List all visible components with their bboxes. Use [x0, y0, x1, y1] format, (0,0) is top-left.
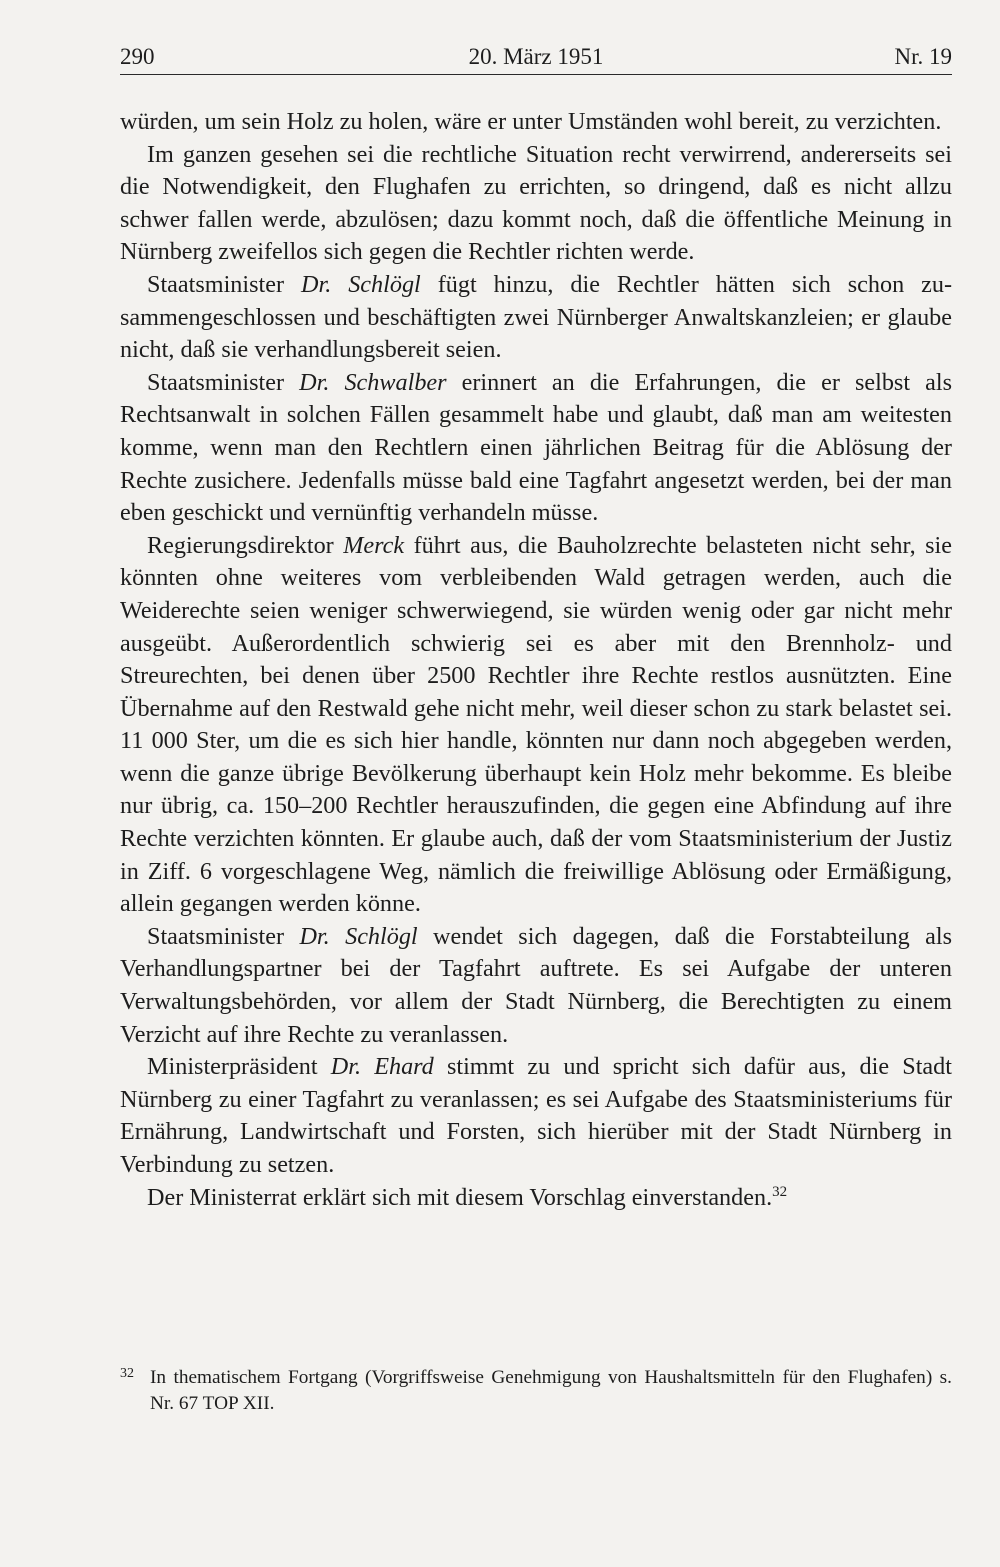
paragraph-text: führt aus, die Bauholzrechte belasteten nicht sehr, sie könnten ohne weiteres vom verbleibenden Wald getragen werden, auch die Weiderechte seien weniger schwerwiegend, sie würden wenig oder gar nicht mehr ausgeübt. Außerordentlich schwierig sei es aber mit den Brennholz- und Streurechten, bei denen über 2500 Rechtler ihre Rechte restlos ausnützten. Eine Übernahme auf den Restwald gehe nicht mehr, weil dieser schon zu stark belastet sei. 11 000 Ster, um die es sich hier handle, könnten nur dann noch abgegeben werden, wenn die ganze übrige Bevölkerung überhaupt kein Holz mehr bekomme. Es bleibe nur übrig, ca. 150–200 Rechtler herauszufinden, die gegen eine Abfindung auf ihre Rechte verzichten könnten. Er glaube auch, daß der vom Staatsministerium der Justiz in Ziff. 6 vorgeschlagene Weg, nämlich die freiwillige Ablösung oder Ermäßigung, allein gegangen werden könne.	[120, 531, 952, 918]
speaker-name: Dr. Schlögl	[301, 270, 421, 298]
speaker-name: Dr. Schlögl	[299, 922, 418, 950]
paragraph-text: stimmt zu und spricht sich dafür aus, die Stadt Nürnberg zu einer Tagfahrt zu veranlassen; es sei Aufgabe des Staatsministeriums für Ernährung, Landwirtschaft und Forsten, sich hierüber mit der Stadt Nürnberg in Verbindung zu setzen.	[120, 1053, 952, 1178]
paragraph	[120, 367, 952, 530]
paragraph	[120, 530, 952, 921]
footnote-number: 32	[120, 1366, 134, 1381]
paragraph-text: Ministerpräsident	[147, 1053, 331, 1081]
paragraph	[120, 269, 952, 367]
paragraph	[120, 1182, 952, 1215]
paragraph-text: wendet sich dagegen, daß die Forstabteilung als Verhandlungspartner bei der Tagfahrt auftrete. Es sei Aufgabe der unteren Verwaltungsbehörden, vor allem der Stadt Nürnberg, die Berechtigten zu einem Verzicht auf ihre Rechte zu veranlassen.	[120, 922, 952, 1048]
paragraph-text: Der Ministerrat erklärt sich mit diesem Vorschlag einverstanden.	[147, 1183, 773, 1211]
paragraph	[120, 1051, 952, 1181]
paragraph-text: Staatsminister	[147, 922, 300, 950]
paragraph-text: Staatsminister	[147, 270, 302, 298]
footnote-reference: 32	[772, 1183, 788, 1200]
paragraph-text: würden, um sein Holz zu holen, wäre er unter Umständen wohl bereit, zu verzichten.	[120, 108, 942, 135]
running-header	[120, 42, 952, 72]
paragraph	[120, 139, 952, 269]
speaker-name: Merck	[343, 531, 405, 559]
paragraph	[120, 106, 952, 139]
header-rule	[120, 74, 952, 75]
speaker-name: Dr. Schwalber	[299, 368, 447, 396]
paragraph-text: Regierungsdirektor	[147, 531, 344, 559]
paragraph	[120, 921, 952, 1051]
header-date: 20. März 1951	[468, 44, 604, 69]
paragraph-text: fügt hinzu, die Rechtler hätten sich schon zusammengeschlossen und beschäftigten zwei Nürnberger Anwaltskanzleien; er glaube nicht, daß sie verhandlungsbereit seien.	[120, 270, 953, 364]
paragraph-text: Staatsminister	[147, 368, 300, 396]
body-text	[120, 106, 952, 1214]
paragraph-text: Im ganzen gesehen sei die rechtliche Situation recht verwirrend, andererseits sei die Notwendigkeit, den Flughafen zu errichten, so dringend, daß es nicht allzu schwer fallen werde, abzulösen; dazu kommt noch, daß die öffentliche Meinung in Nürnberg zweifellos sich gegen die Rechtler richten werde.	[120, 140, 952, 266]
footnote	[120, 1365, 952, 1417]
paragraph-text: erinnert an die Erfahrungen, die er selbst als Rechtsanwalt in solchen Fällen gesammelt habe und glaubt, daß man am weitesten komme, wenn man den Rechtlern einen jährlichen Beitrag für die Ablösung der Rechte zusichere. Jedenfalls müsse bald eine Tagfahrt angesetzt werden, bei der man eben geschickt und vernünftig verhandeln müsse.	[120, 368, 952, 527]
footnote-text: In thematischem Fortgang (Vorgriffsweise Genehmigung von Haushaltsmitteln für den Flughafen) s. Nr. 67 TOP XII.	[150, 1367, 952, 1414]
page-number: 290	[120, 44, 155, 69]
header-issue-number: Nr. 19	[894, 44, 952, 69]
speaker-name: Dr. Ehard	[330, 1053, 434, 1081]
